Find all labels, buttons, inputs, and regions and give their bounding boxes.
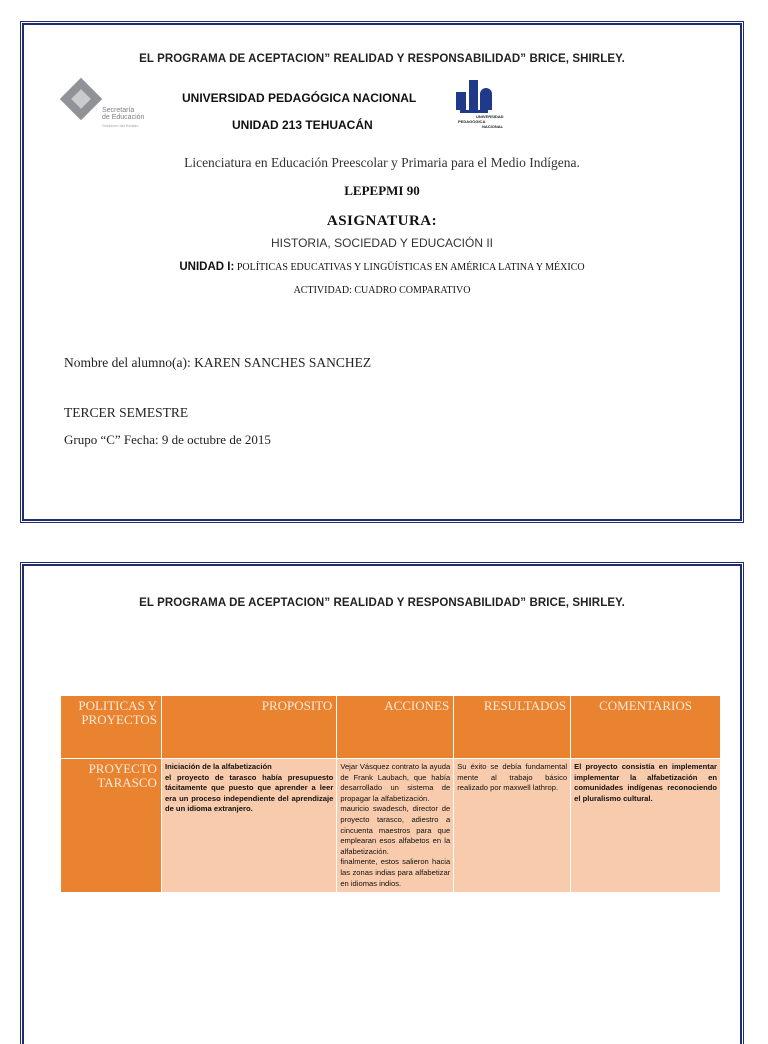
proposito-line: Iniciación de la alfabetización xyxy=(164,762,272,771)
unit-title: POLÍTICAS EDUCATIVAS Y LINGÜÍSTICAS EN AMÉRICA LATINA Y MÉXICO xyxy=(236,262,585,273)
sep-logo-line2: de Educación xyxy=(102,114,145,121)
activity-title: ACTIVIDAD: CUADRO COMPARATIVO xyxy=(293,285,471,296)
table-page xyxy=(22,564,742,1044)
student-name: Nombre del alumno(a): KAREN SANCHES SANCHEZ xyxy=(64,355,372,370)
upn-logo xyxy=(452,78,512,134)
comentarios-cell: El proyecto consistía en implementar implementar la alfabetización en comunidades indígenas reconociendo el pluralismo cultural. xyxy=(571,759,721,893)
comparative-table xyxy=(60,695,721,893)
subject-name: HISTORIA, SOCIEDAD Y EDUCACIÓN II xyxy=(270,236,494,250)
table-row xyxy=(61,759,721,893)
unit-name: UNIDAD 213 TEHUACÁN xyxy=(232,118,373,132)
sep-logo-line3: Gobierno del Estado xyxy=(102,123,139,128)
unit-heading xyxy=(24,261,740,273)
column-header: PROPOSITO xyxy=(161,696,336,759)
plan-code: LEPEPMI 90 xyxy=(344,183,420,198)
column-header: POLITICAS Y PROYECTOS xyxy=(61,696,162,759)
column-header: COMENTARIOS xyxy=(571,696,721,759)
table-header-row xyxy=(61,696,721,759)
page-header: EL PROGRAMA DE ACEPTACION” REALIDAD Y RESPONSABILIDAD” BRICE, SHIRLEY. xyxy=(139,597,625,609)
acciones-cell xyxy=(337,759,454,893)
resultados-cell: Su éxito se debía fundamental mente al trabajo básico realizado por maxwell lathrop. xyxy=(454,759,571,893)
university-name: UNIVERSIDAD PEDAGÓGICA NACIONAL xyxy=(182,91,417,105)
column-header: ACCIONES xyxy=(337,696,454,759)
page-header: EL PROGRAMA DE ACEPTACION” REALIDAD Y RESPONSABILIDAD” BRICE, SHIRLEY. xyxy=(139,53,625,65)
subject-label: ASIGNATURA: xyxy=(326,213,438,229)
proposito-cell xyxy=(161,759,336,893)
group-date: Grupo “C” Fecha: 9 de octubre de 2015 xyxy=(64,432,271,447)
cover-page xyxy=(22,23,742,521)
upn-logo-line1: UNIVERSIDAD xyxy=(476,114,504,119)
program-name: Licenciatura en Educación Preescolar y Primaria para el Medio Indígena. xyxy=(184,155,580,170)
unit-label: UNIDAD I: xyxy=(179,261,235,273)
sep-logo xyxy=(62,80,152,130)
upn-emblem-icon xyxy=(456,92,466,110)
column-header: RESULTADOS xyxy=(454,696,571,759)
sep-logo-line1: Secretaría xyxy=(102,107,135,114)
upn-logo-line3: NACIONAL xyxy=(482,124,504,129)
acciones-line: finalmente, estos salieron hacia las zonas indias para alfabetizar en idiomas indios. xyxy=(340,857,451,888)
proposito-line: el proyecto de tarasco había presupuesto tácitamente que puesto que aprender a leer era un proceso independiente del aprendizaje de un idioma extranjero. xyxy=(164,772,334,814)
row-label: PROYECTO TARASCO xyxy=(61,759,162,893)
semester: TERCER SEMESTRE xyxy=(64,405,189,420)
upn-logo-line2: PEDAGÓGICA xyxy=(458,119,486,124)
acciones-line: mauricio swadesch, director de proyecto tarasco, adiestro a cincuenta maestros para que emplearan esos alfabetos en la alfabetización. xyxy=(340,804,451,856)
acciones-line: Vejar Vásquez contrato la ayuda de Frank Laubach, que había desarrollado un sistema de propagar la alfabetización. xyxy=(340,762,451,803)
